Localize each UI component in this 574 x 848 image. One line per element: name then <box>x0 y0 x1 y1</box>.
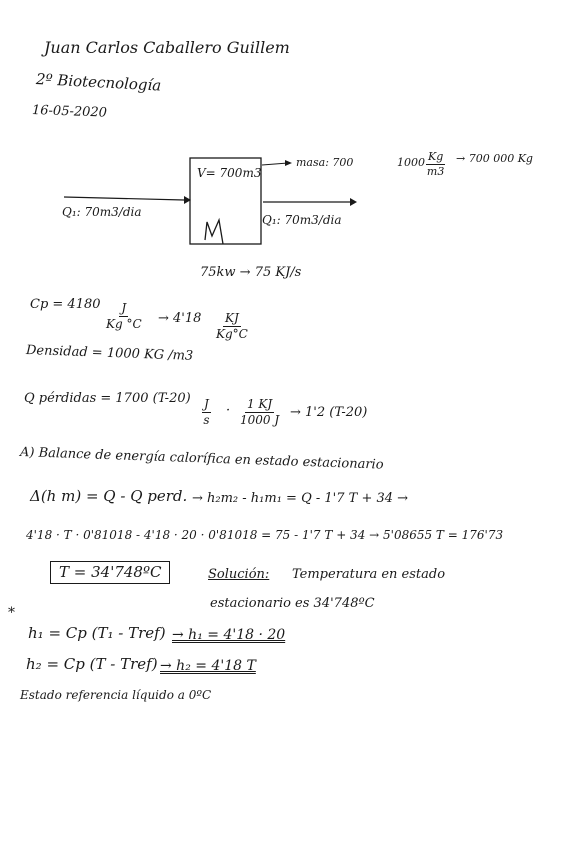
h1-definition: h₁ = Cp (T₁ - Tref) <box>28 624 166 642</box>
outlet-arrow-head <box>350 198 357 206</box>
answer-title: Solución: <box>208 567 270 582</box>
power-label: 75kw → 75 KJ/s <box>200 265 302 280</box>
reference-state: Estado referencia líquido a 0ºC <box>20 688 212 702</box>
boxed-result: T = 34'748ºC <box>50 561 170 584</box>
loss-num1: J <box>204 397 209 411</box>
balance-equation-lhs: Δ(h m) = Q - Q perd. <box>30 487 188 505</box>
star-mark: * <box>8 605 15 621</box>
course-label: 2º Biotecnología <box>35 70 162 95</box>
h1-value: → h₁ = 4'18 · 20 <box>172 627 286 643</box>
heat-loss-dot: · <box>226 403 231 418</box>
cp-num: J <box>121 301 127 315</box>
mass-product: 1000 <box>397 156 425 169</box>
mass-prefix: masa: 700 <box>296 156 354 169</box>
cp-den: Kg °C <box>106 316 142 331</box>
student-name: Juan Carlos Caballero Guillem <box>44 38 290 57</box>
answer-text-line-2: estacionario es 34'748ºC <box>210 596 375 611</box>
section-heading: A) Balance de energía calorífica en estado estacionario <box>19 445 384 473</box>
mass-arrow-line <box>262 163 288 165</box>
outlet-flow-label: Q₁: 70m3/dia <box>262 213 342 227</box>
date-label: 16-05-2020 <box>31 103 108 121</box>
mass-result: → 700 000 Kg <box>456 152 533 165</box>
inlet-arrow-line <box>64 197 184 200</box>
cp-unit-fraction-2 <box>216 312 248 340</box>
substituted-equation: 4'18 · T · 0'81018 - 4'18 · 20 · 0'81018 = 75 - 1'7 T + 34 → 5'08655 T = 176'73 <box>26 528 504 542</box>
heat-loss-fraction-1 <box>202 398 211 426</box>
heater-coil <box>205 220 223 244</box>
loss-den1: s <box>203 412 210 427</box>
mass-unit-den: m3 <box>426 164 445 178</box>
h2-value: → h₂ = 4'18 T <box>160 658 256 674</box>
inlet-flow-label: Q₁: 70m3/dia <box>62 205 142 219</box>
cp-lhs: Cp = 4180 <box>30 297 101 312</box>
cp-den2: Kg°C <box>216 326 248 341</box>
tank-volume-label: V= 700m3 <box>197 166 262 180</box>
heat-loss-fraction-2 <box>240 398 279 426</box>
answer-text-line-1: Temperatura en estado <box>292 567 446 582</box>
mass-arrow-head <box>285 160 292 166</box>
balance-equation-rhs: → h₂m₂ - h₁m₁ = Q - 1'7 T + 34 → <box>192 491 409 506</box>
mass-density-fraction <box>426 151 445 177</box>
heat-loss-lhs: Q pérdidas = 1700 (T-20) <box>24 391 191 406</box>
mass-unit-num: Kg <box>428 150 444 163</box>
density-line: Densidad = 1000 KG /m3 <box>25 343 194 364</box>
cp-unit-fraction-1 <box>106 302 142 330</box>
cp-num2: KJ <box>225 311 239 325</box>
loss-num2: 1 KJ <box>246 397 273 411</box>
cp-arrow: → 4'18 <box>158 311 202 326</box>
heat-loss-result: → 1'2 (T-20) <box>290 405 368 420</box>
loss-den2: 1000 J <box>240 412 280 427</box>
h2-definition: h₂ = Cp (T - Tref) <box>26 655 158 673</box>
